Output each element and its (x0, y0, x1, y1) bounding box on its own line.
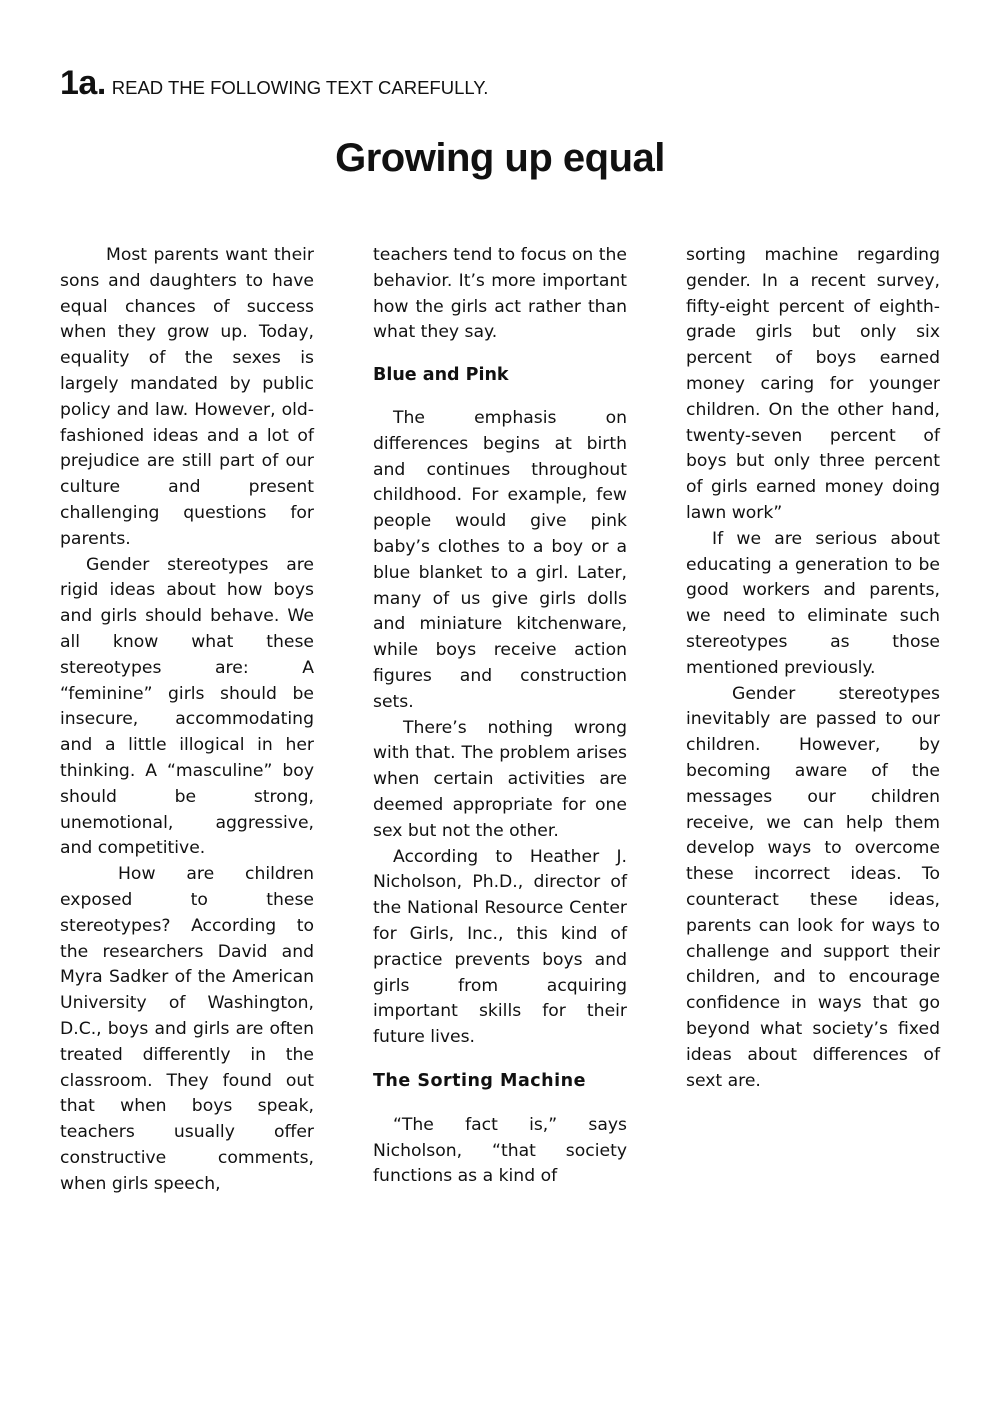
paragraph: teachers tend to focus on the behavior. It’s more important how the girls act rather than what they say. (373, 245, 627, 343)
exercise-instruction (60, 64, 488, 103)
article-column-1 (60, 243, 314, 1197)
paragraph: If we are serious about educating a generation to be good workers and parents, we need to eliminate such stereotypes as those mentioned previously. (686, 528, 940, 678)
paragraph: There’s nothing wrong with that. The problem arises when certain activities are deemed appropriate for one sex but not the other. (373, 717, 627, 841)
article-title: Growing up equal (335, 136, 665, 180)
article-column-2 (373, 243, 627, 1190)
section-heading-blue-and-pink: Blue and Pink (373, 365, 509, 386)
section-heading-sorting-machine: The Sorting Machine (373, 1070, 586, 1091)
paragraph: How are children exposed to these stereotypes? According to the researchers David and Myra Sadker of the American University of Washington, D.C., boys and girls are often treated differently in the classroom. They found out that when boys speak, teachers usually offer constructive comments, when girls speech, (60, 864, 314, 1194)
paragraph: “The fact is,” says Nicholson, “that society functions as a kind of (373, 1114, 627, 1187)
paragraph: Most parents want their sons and daughters to have equal chances of success when they grow up. Today, equality of the sexes is largely mandated by public policy and law. However, old-fashioned ideas and a lot of prejudice are still part of our culture and present challenging questions for parents. (60, 245, 314, 549)
instruction-text: READ THE FOLLOWING TEXT CAREFULLY. (111, 77, 489, 98)
paragraph: According to Heather J. Nicholson, Ph.D., director of the National Resource Center for Girls, Inc., this kind of practice prevents boys and girls from acquiring important skills for their future lives. (373, 846, 627, 1048)
paragraph: The emphasis on differences begins at birth and continues throughout childhood. For example, few people would give pink baby’s clothes to a boy or a blue blanket to a girl. Later, many of us give girls dolls and miniature kitchenware, while boys receive action figures and construction sets. (373, 407, 627, 712)
paragraph: Gender stereotypes are rigid ideas about how boys and girls should behave. We all know what these stereotypes are: A “feminine” girls should be insecure, accommodating and a little illogical in her thinking. A “masculine” boy should be strong, unemotional, aggressive, and competitive. (60, 554, 314, 859)
exercise-number: 1a. (60, 64, 106, 102)
article-column-3 (686, 243, 940, 1094)
paragraph: sorting machine regarding gender. In a recent survey, fifty-eight percent of eighth-grade girls but only six percent of boys earned money caring for younger children. On the other hand, twenty-seven percent of boys but only three percent of girls earned money doing lawn work” (686, 245, 940, 523)
paragraph: Gender stereotypes inevitably are passed to our children. However, by becoming aware of the messages our children receive, we can help them develop ways to overcome these incorrect ideas. To counteract these ideas, parents can look for ways to challenge and support their children, and to encourage confidence in ways that go beyond what society’s fixed ideas about differences of sext are. (686, 683, 940, 1091)
